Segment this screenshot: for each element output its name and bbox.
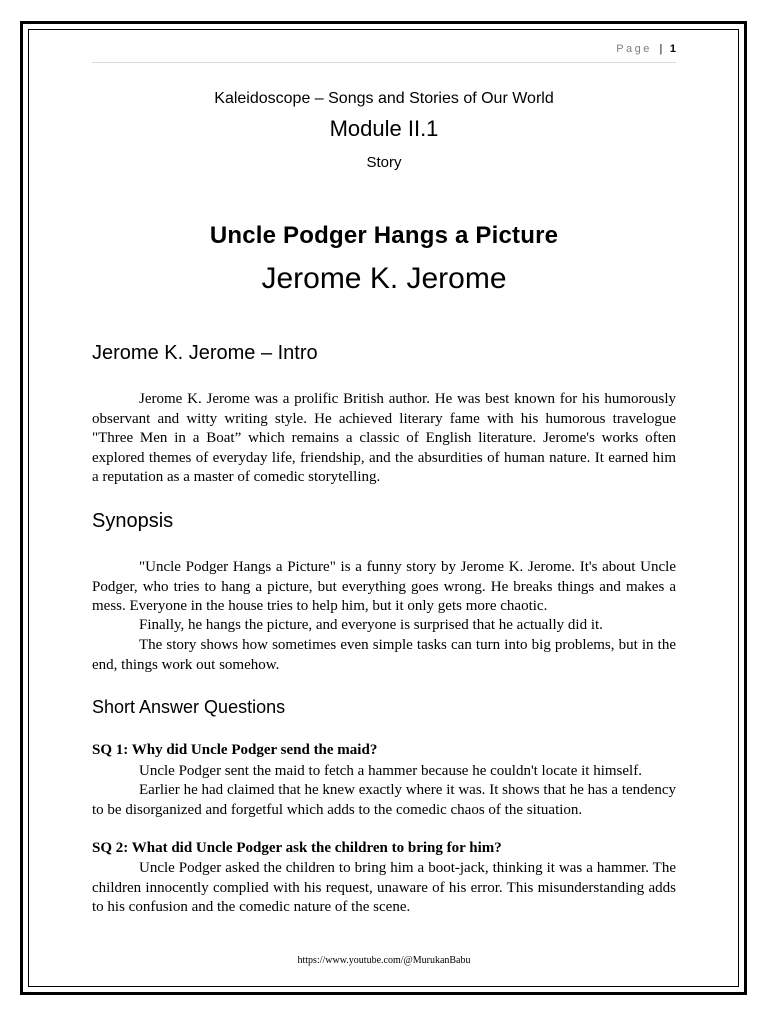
- page-separator: |: [659, 43, 663, 55]
- synopsis-paragraph-3: The story shows how sometimes even simple tasks can turn into big problems, but in the end, things work out somehow.: [92, 637, 676, 673]
- page-number-header: [616, 43, 676, 55]
- question-2: SQ 2: What did Uncle Podger ask the children to bring for him?: [92, 840, 502, 856]
- page-number: 1: [669, 43, 676, 55]
- synopsis-heading: Synopsis: [92, 510, 174, 532]
- footer-link[interactable]: https://www.youtube.com/@MurukanBabu: [297, 955, 471, 966]
- category-label: Story: [366, 154, 402, 171]
- answer-2-paragraph: Uncle Podger asked the children to bring him a boot-jack, thinking it was a hammer. The children innocently complied with his request, unaware of his error. This misunderstanding adds to his confusion and the comedic nature of the scene.: [92, 860, 676, 915]
- module-title: Module II.1: [329, 116, 439, 141]
- short-answers-heading: Short Answer Questions: [92, 697, 286, 717]
- intro-heading: Jerome K. Jerome – Intro: [92, 342, 318, 364]
- story-title: Uncle Podger Hangs a Picture: [209, 222, 559, 249]
- answer-1-paragraph-2: Earlier he had claimed that he knew exactly where it was. It shows that he has a tendency to be disorganized and forgetful which adds to the comedic chaos of the situation.: [92, 782, 676, 818]
- answer-1-paragraph-1: Uncle Podger sent the maid to fetch a hammer because he couldn't locate it himself.: [139, 763, 642, 779]
- course-title: Kaleidoscope – Songs and Stories of Our World: [214, 90, 554, 107]
- synopsis-paragraph-2: Finally, he hangs the picture, and everyone is surprised that he actually did it.: [139, 617, 603, 633]
- question-1: SQ 1: Why did Uncle Podger send the maid?: [92, 742, 378, 758]
- author-name: Jerome K. Jerome: [261, 262, 507, 295]
- page-label: Page: [616, 43, 652, 55]
- intro-paragraph: Jerome K. Jerome was a prolific British author. He was best known for his humorously observant and witty writing style. He achieved literary fame with his humorous travelogue "Three Men in a Boat” which remains a classic of English literature. Jerome's works often explored themes of everyday life, friendship, and the absurdities of human nature. It earned him a reputation as a master of comedic storytelling.: [92, 391, 676, 485]
- synopsis-paragraph-1: "Uncle Podger Hangs a Picture" is a funny story by Jerome K. Jerome. It's about Uncle Podger, who tries to hang a picture, but everything goes wrong. He breaks things and makes a mess. Everyone in the house tries to help him, but it only gets more chaotic.: [92, 559, 676, 614]
- header-rule: [92, 62, 676, 63]
